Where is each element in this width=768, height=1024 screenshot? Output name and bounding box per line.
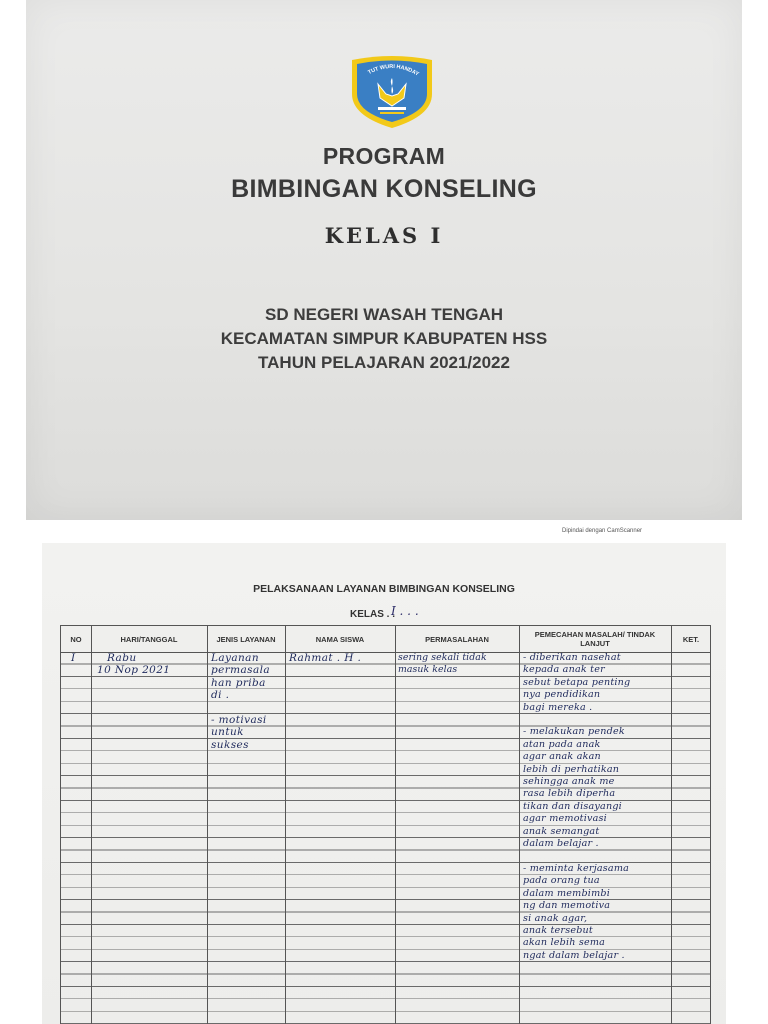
- entry-no: I: [71, 652, 76, 664]
- column-divider: [671, 626, 672, 1024]
- col-header-jenis-layanan: JENIS LAYANAN: [216, 634, 276, 644]
- entry-day: Rabu: [107, 652, 137, 664]
- entry-jenis-layanan: Layanan permasala han priba di . - motivasi untuk sukses: [211, 652, 271, 751]
- col-header-hari-tanggal: HARI/TANGGAL: [120, 634, 178, 644]
- cover-district: KECAMATAN SIMPUR KABUPATEN HSS: [220, 329, 548, 348]
- form-page: [42, 543, 726, 1024]
- col-header-pemecahan: PEMECAHAN MASALAH/ TINDAK LANJUT: [534, 630, 656, 648]
- cover-school-year: TAHUN PELAJARAN 2021/2022: [258, 353, 510, 372]
- column-divider: [519, 626, 520, 1024]
- scanner-watermark: Dipindai dengan CamScanner: [562, 528, 643, 534]
- column-divider: [710, 626, 711, 1024]
- entry-pemecahan: - diberikan nasehat kepada anak ter sebut betapa penting nya pendidikan bagi mereka . - melakukan pendek atan pada anak agar anak akan lebih di perhatikan sehingga anak me rasa lebih diperha tikan dan disayangi agar memotivasi anak semangat dalam belajar . - meminta kerjasama pada orang tua dalam membimbi ng dan memotiva si anak agar, anak tersebut akan lebih sema ngat dalam belajar .: [523, 652, 631, 961]
- cover-school-name: SD NEGERI WASAH TENGAH: [264, 305, 504, 324]
- cover-title-program: PROGRAM: [322, 143, 446, 169]
- column-divider: [91, 626, 92, 1024]
- col-header-ket: KET.: [682, 634, 700, 644]
- entry-permasalahan: sering sekali tidak masuk kelas: [398, 652, 487, 676]
- tut-wuri-handayani-logo: [348, 54, 436, 130]
- entry-date: 10 Nop 2021: [97, 664, 171, 676]
- column-divider: [207, 626, 208, 1024]
- cover-title-bimbingan: BIMBINGAN KONSELING: [231, 175, 537, 203]
- cover-page: [26, 0, 742, 520]
- service-table: [60, 625, 711, 1024]
- svg-text:TUT WURI HANDAYANI: TUT WURI HANDAY: [367, 63, 420, 78]
- col-header-no: NO: [70, 634, 82, 644]
- column-divider: [285, 626, 286, 1024]
- col-header-permasalahan: PERMASALAHAN: [425, 634, 489, 644]
- kelas-value: I . . .: [391, 604, 419, 618]
- col-header-nama-siswa: NAMA SISWA: [315, 634, 365, 644]
- column-divider: [395, 626, 396, 1024]
- cover-title-kelas: KELAS I: [324, 223, 444, 248]
- kelas-label: KELAS . .: [350, 609, 396, 620]
- entry-nama-siswa: Rahmat . H .: [289, 652, 362, 664]
- form-heading: PELAKSANAAN LAYANAN BIMBINGAN KONSELING: [253, 583, 515, 595]
